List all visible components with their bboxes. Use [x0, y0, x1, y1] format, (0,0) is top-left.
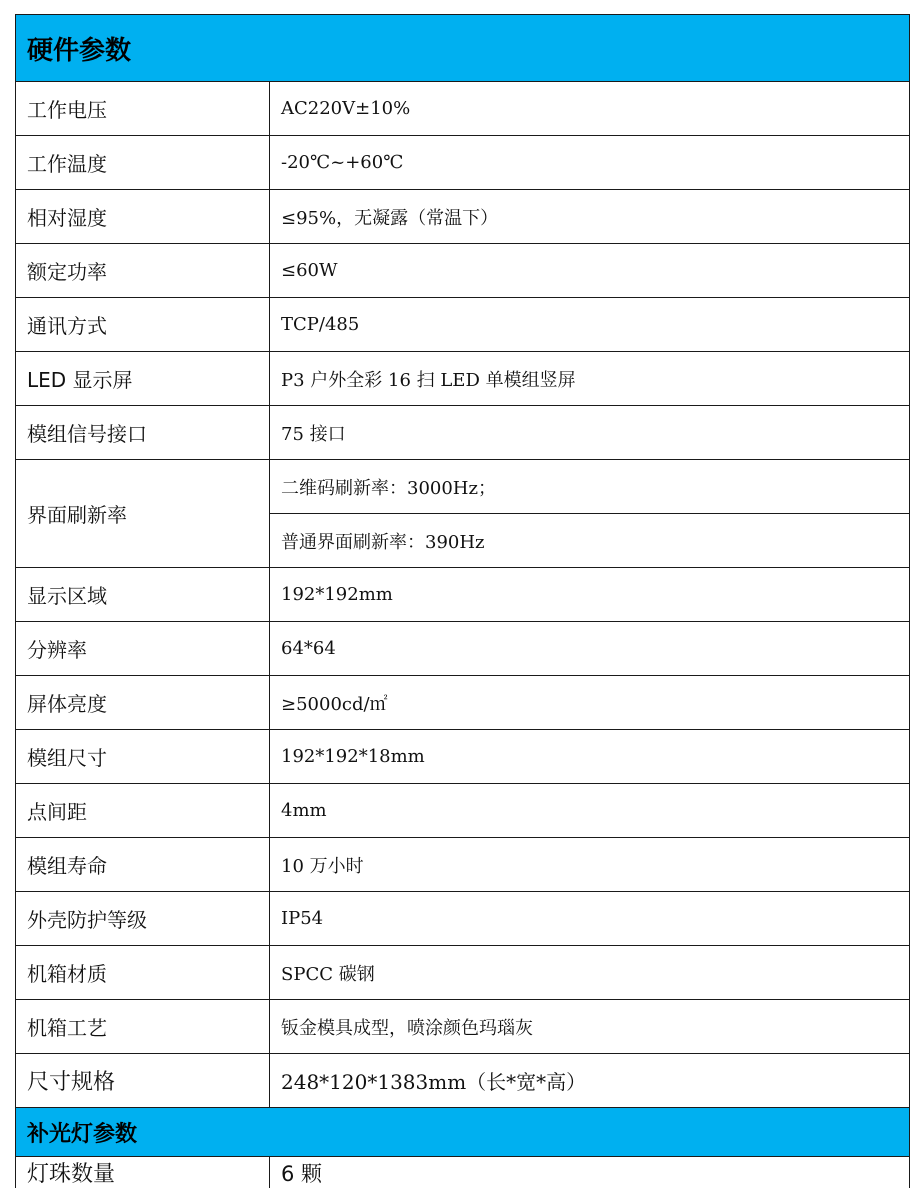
table-row	[16, 784, 910, 838]
spec-table	[15, 14, 910, 1188]
param-value: 钣金模具成型，喷涂颜色玛瑙灰	[270, 1000, 910, 1054]
table-row	[16, 676, 910, 730]
table-row	[16, 1054, 910, 1108]
param-label: 工作电压	[16, 82, 270, 136]
table-row	[16, 460, 910, 514]
param-label: 界面刷新率	[16, 460, 270, 568]
param-label: 灯珠数量	[16, 1157, 270, 1189]
table-row	[16, 730, 910, 784]
table-row	[16, 568, 910, 622]
param-value: ≤60W	[270, 244, 910, 298]
param-label: 工作温度	[16, 136, 270, 190]
param-label: 屏体亮度	[16, 676, 270, 730]
param-value: ≥5000cd/㎡	[270, 676, 910, 730]
param-value: 248*120*1383mm（长*宽*高）	[270, 1054, 910, 1108]
table-row	[16, 1000, 910, 1054]
param-value: 192*192*18mm	[270, 730, 910, 784]
param-value: 64*64	[270, 622, 910, 676]
param-label: 外壳防护等级	[16, 892, 270, 946]
param-value: 192*192mm	[270, 568, 910, 622]
table-row	[16, 190, 910, 244]
param-value: TCP/485	[270, 298, 910, 352]
table-row	[16, 82, 910, 136]
param-value: ≤95%，无凝露（常温下）	[270, 190, 910, 244]
param-label: 机箱工艺	[16, 1000, 270, 1054]
param-value: 10 万小时	[270, 838, 910, 892]
param-value: 6 颗	[270, 1157, 910, 1189]
param-label: 分辨率	[16, 622, 270, 676]
param-label: 模组尺寸	[16, 730, 270, 784]
table-row	[16, 892, 910, 946]
table-row	[16, 1157, 910, 1189]
section-header-hardware	[16, 15, 910, 82]
param-label: 相对湿度	[16, 190, 270, 244]
param-value: 普通界面刷新率：390Hz	[270, 514, 910, 568]
param-value: 二维码刷新率：3000Hz；	[270, 460, 910, 514]
param-label: 尺寸规格	[16, 1054, 270, 1108]
param-label: 点间距	[16, 784, 270, 838]
table-row	[16, 838, 910, 892]
table-row	[16, 946, 910, 1000]
param-label: 机箱材质	[16, 946, 270, 1000]
param-value: -20℃~+60℃	[270, 136, 910, 190]
param-label: 通讯方式	[16, 298, 270, 352]
table-row	[16, 406, 910, 460]
param-label: 模组信号接口	[16, 406, 270, 460]
param-label: LED 显示屏	[16, 352, 270, 406]
param-value: P3 户外全彩 16 扫 LED 单模组竖屏	[270, 352, 910, 406]
section-header-fill-light	[16, 1108, 910, 1157]
table-row	[16, 244, 910, 298]
table-row	[16, 352, 910, 406]
param-value: AC220V±10%	[270, 82, 910, 136]
param-value: 4mm	[270, 784, 910, 838]
section-title: 硬件参数	[16, 15, 910, 82]
param-label: 额定功率	[16, 244, 270, 298]
param-label: 模组寿命	[16, 838, 270, 892]
section-title: 补光灯参数	[16, 1108, 910, 1157]
table-row	[16, 622, 910, 676]
table-row	[16, 136, 910, 190]
param-value: IP54	[270, 892, 910, 946]
param-label: 显示区域	[16, 568, 270, 622]
param-value: 75 接口	[270, 406, 910, 460]
param-value: SPCC 碳钢	[270, 946, 910, 1000]
table-row	[16, 298, 910, 352]
